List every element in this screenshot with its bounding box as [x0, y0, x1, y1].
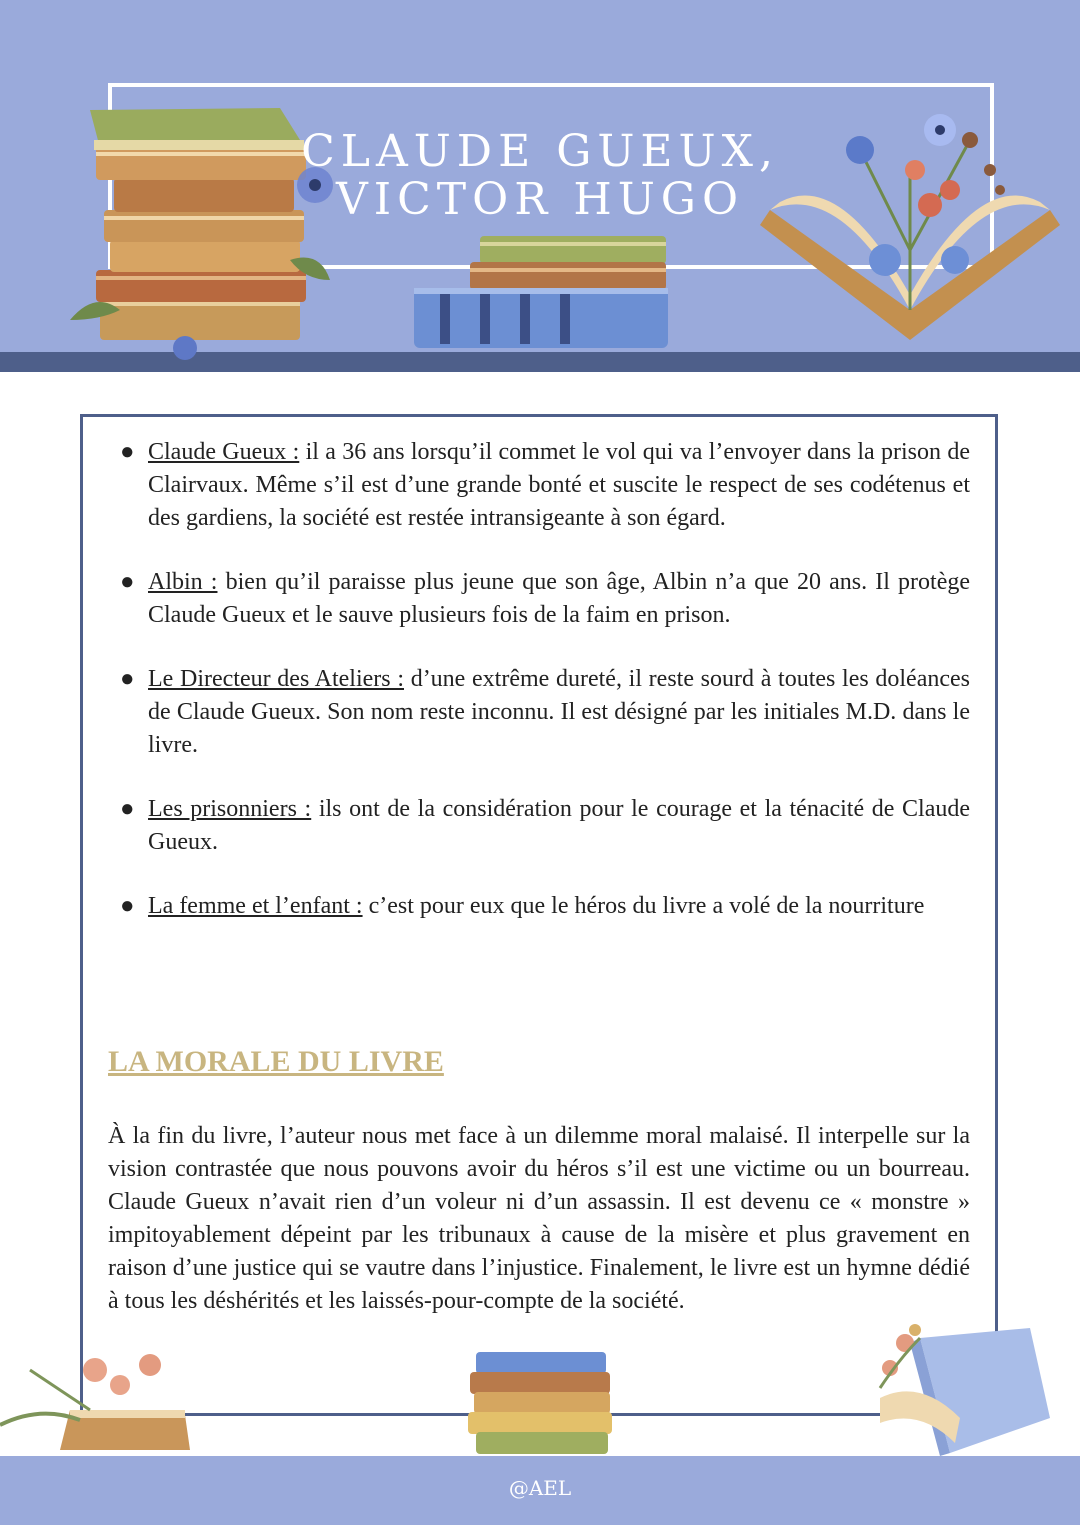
- list-item: [108, 793, 970, 859]
- list-item: [108, 890, 970, 923]
- book-stack-icon: [462, 1350, 622, 1460]
- character-description: il a 36 ans lorsqu’il commet le vol qui va l’envoyer dans la prison de Clairvaux. Même s’il est d’une grande bonté et suscite le respect de ses codétenus et des gardiens, la société est restée intransigeante à son égard.: [148, 439, 970, 531]
- page-title: [0, 128, 1080, 224]
- character-description: c’est pour eux que le héros du livre a volé de la nourriture: [362, 893, 925, 919]
- character-list: [108, 436, 970, 954]
- open-book-flowers-icon: [860, 1318, 1055, 1458]
- character-name: Claude Gueux :: [148, 439, 300, 465]
- bullet: ●: [120, 796, 135, 822]
- bullet: ●: [120, 569, 135, 595]
- bullet: ●: [120, 893, 135, 919]
- list-item: [108, 436, 970, 535]
- open-book-flowers-icon: [0, 1330, 200, 1460]
- character-name: Les prisonniers :: [148, 796, 312, 822]
- section-title: LA MORALE DU LIVRE: [108, 1045, 444, 1078]
- character-name: Le Directeur des Ateliers :: [148, 666, 404, 692]
- character-name: Albin :: [148, 569, 218, 595]
- bullet: ●: [120, 666, 135, 692]
- list-item: [108, 566, 970, 632]
- list-item: [108, 663, 970, 762]
- character-name: La femme et l’enfant :: [148, 893, 363, 919]
- book-stack-icon: [410, 232, 680, 352]
- bullet: ●: [120, 439, 135, 465]
- title-line: VICTOR HUGO: [335, 174, 745, 225]
- title-line: CLAUDE GUEUX,: [301, 126, 779, 177]
- character-description: ils ont de la considération pour le courage et la ténacité de Claude Gueux.: [148, 796, 970, 855]
- character-description: d’une extrême dureté, il reste sourd à toutes les doléances de Claude Gueux. Son nom reste inconnu. Il est désigné par les initiales M.D. dans le livre.: [148, 666, 971, 758]
- footer-credit: @AEL: [508, 1476, 572, 1500]
- moral-paragraph: À la fin du livre, l’auteur nous met face à un dilemme moral malaisé. Il interpelle sur la vision contrastée que nous pouvons avoir du héros s’il est une victime ou un bourreau. Claude Gueux n’avait rien d’un voleur ni d’un assassin. Il est devenu ce « monstre » impitoyablement dépeint par les tribunaux à cause de la misère et plus gravement en raison d’une justice qui se vautre dans l’injustice. Finalement, le livre est un hymne dédié à tous les déshérités et les laissés-pour-compte de la société.: [108, 1123, 970, 1314]
- character-description: bien qu’il paraisse plus jeune que son âge, Albin n’a que 20 ans. Il protège Claude Gueux et le sauve plusieurs fois de la faim en prison.: [148, 569, 971, 628]
